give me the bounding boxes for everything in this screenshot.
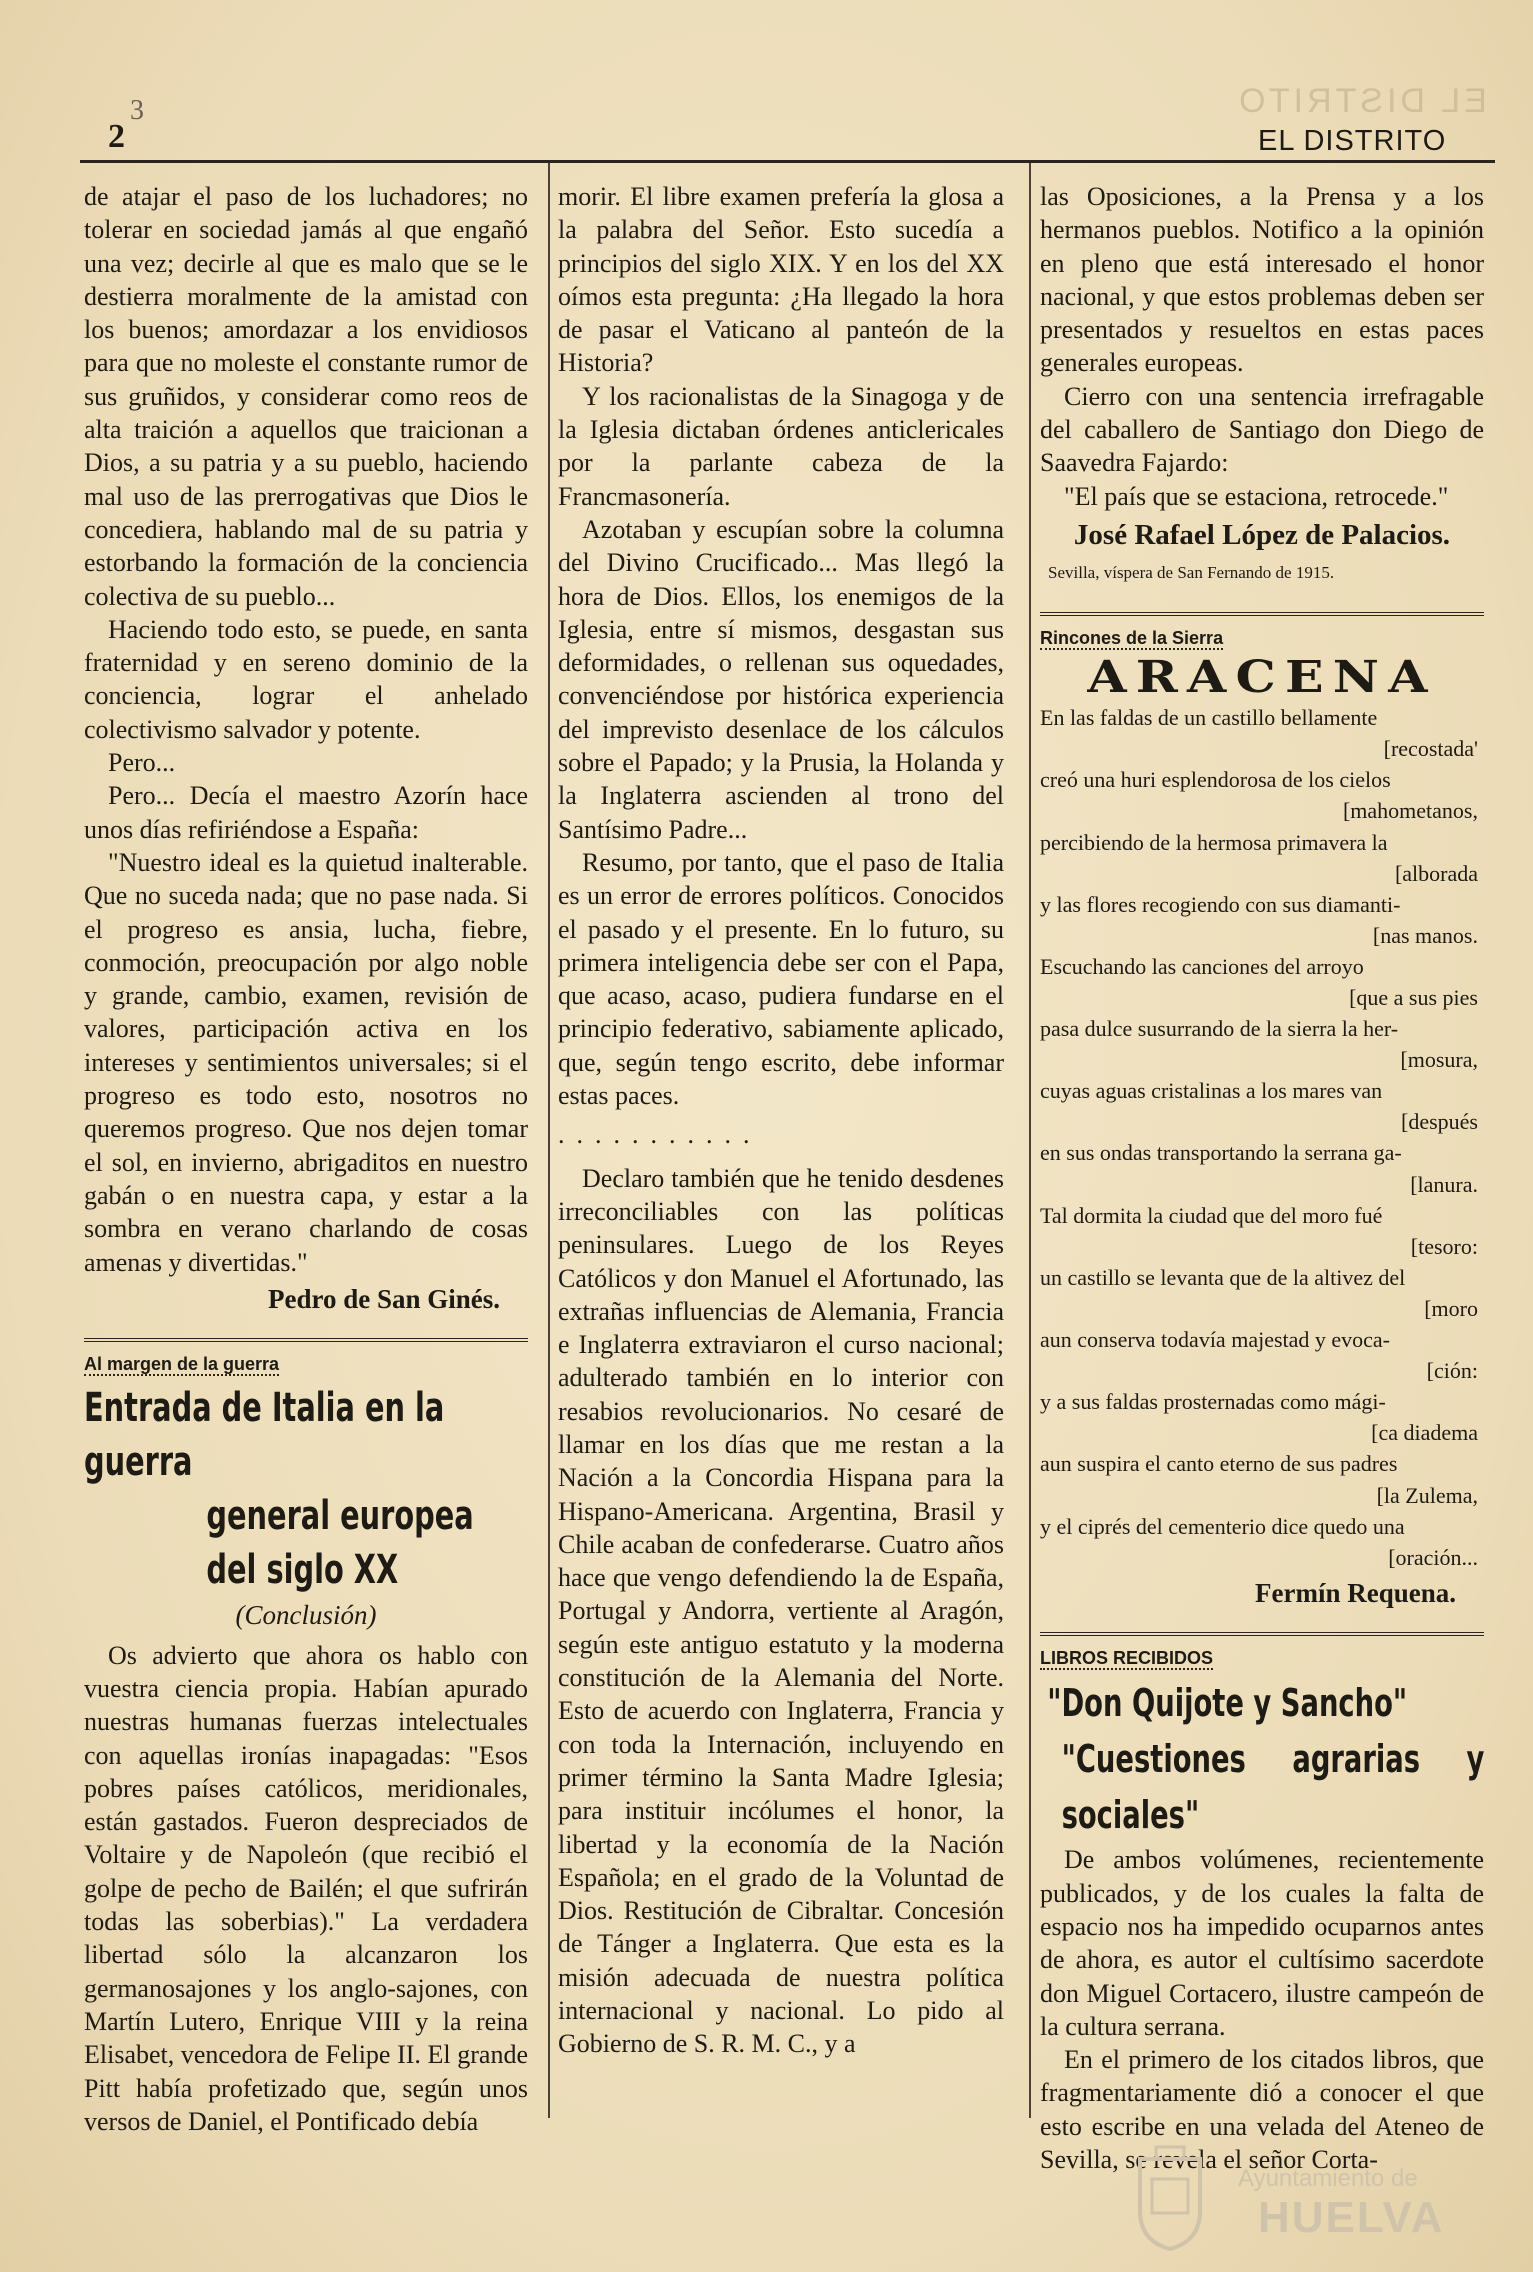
coat-of-arms-icon bbox=[1130, 2145, 1210, 2251]
paragraph: morir. El libre examen prefería la glosa a la palabra del Señor. Esto sucedía a principios del siglo XIX. Y en los del XX oímos esta pregunta: ¿Ha llegado la hora de pasar el Vaticano al panteón de la Historia? bbox=[558, 182, 1004, 378]
paragraph: En el primero de los citados libros, que fragmentariamente dió a conocer el que esto escribe en una velada del Ateneo de Sevilla, se revela el señor Corta- bbox=[1040, 2045, 1484, 2175]
section-label bbox=[84, 1338, 528, 1381]
poem-verse: y a sus faldas prosternadas como mági- bbox=[1040, 1389, 1386, 1415]
paragraph: Pero... bbox=[108, 748, 176, 778]
paragraph: De ambos volúmenes, recientemente publicados, y de los cuales la falta de espacio nos ha impedido ocuparnos antes de ahora, es autor el cultísimo sacerdote don Miguel Cortacero, ilustre campeón de la cultura serrana. bbox=[1040, 1845, 1484, 2041]
book-title-2: "Cuestiones agrarias y sociales" bbox=[1061, 1737, 1485, 1838]
paragraph: de atajar el paso de los luchadores; no tolerar en sociedad jamás al que engañó una vez; decirle al que es malo que se le destierra moralmente de la amistad con los buenos; amordazar a los envidiosos para que no moleste el constante rumor de sus gruñidos, y considerar como reos de alta traición a aquellos que traicionan a Dios, a su patria y a su pueblo, haciendo mal uso de las prerrogativas que Dios le concediera, hablando mal de su patria y estorbando la formación de la conciencia colectiva de su pueblo... bbox=[84, 182, 528, 611]
poem-verse: en sus ondas transportando la serrana ga- bbox=[1040, 1140, 1402, 1166]
poem-verse: y las flores recogiendo con sus diamanti- bbox=[1040, 891, 1401, 917]
author-signature: Pedro de San Ginés. bbox=[267, 1283, 500, 1314]
poem-verse-continuation: [nas manos. bbox=[1372, 922, 1478, 948]
poem-verse: creó una huri esplendorosa de los cielos bbox=[1040, 767, 1391, 793]
show-through-masthead: EL DISTRITO bbox=[1235, 82, 1487, 120]
poem-verse-continuation: [mosura, bbox=[1400, 1047, 1478, 1073]
section-label-text: LIBROS RECIBIDOS bbox=[1040, 1648, 1214, 1669]
paragraph: Cierro con una sentencia irrefragable del caballero de Santiago don Diego de Saavedra Fajardo: bbox=[1040, 381, 1484, 478]
poem-verse-continuation: [lanura. bbox=[1410, 1171, 1478, 1197]
poem-verse: aun suspira el canto eterno de sus padres bbox=[1040, 1451, 1398, 1477]
paragraph: las Oposiciones, a la Prensa y a los hermanos pueblos. Notifico a la opinión en pleno que está interesado el honor nacional, y que estos problemas deben ser presentados y resueltos en estas paces generales europeas. bbox=[1040, 182, 1484, 378]
dateline: Sevilla, víspera de San Fernando de 1915. bbox=[1048, 563, 1335, 583]
poem-verse: aun conserva todavía majestad y evoca- bbox=[1040, 1327, 1391, 1353]
poem-verse: Tal dormita la ciudad que del moro fué bbox=[1040, 1202, 1383, 1228]
poem-verse-continuation: [ca diadema bbox=[1371, 1420, 1478, 1446]
section-label-text: Rincones de la Sierra bbox=[1040, 627, 1224, 648]
poem-verse-continuation: [alborada bbox=[1394, 860, 1478, 886]
quote-paragraph: "Nuestro ideal es la quietud inalterable. Que no suceda nada; que no pase nada. Si el progreso es ansia, lucha, fiebre, conmoción, preocupación por algo noble y grande, cambio, examen, revisión de valores, participación activa en los intereses y sentimientos universales; si el progreso es todo esto, nosotros no queremos progreso. Que nos dejen tomar el sol, en invierno, abrigaditos en nuestro gabán o en nuestra capa, y estar a la sombra en verano charlando de cosas amenas y divertidas." bbox=[84, 847, 528, 1277]
poem-title: ARACENA bbox=[1087, 651, 1437, 703]
folio-mark: 3 bbox=[130, 95, 144, 126]
poem bbox=[1040, 702, 1484, 1573]
header-rule bbox=[80, 160, 1495, 163]
column-2 bbox=[558, 180, 1004, 2061]
quote-line: "El país que se estaciona, retrocede." bbox=[1064, 481, 1449, 511]
headline-line-2: general europea del siglo XX bbox=[206, 1493, 474, 1594]
article-headline bbox=[84, 1381, 528, 1597]
poem-verse-continuation: [oración... bbox=[1388, 1544, 1478, 1570]
poem-verse-continuation: [que a sus pies bbox=[1349, 985, 1478, 1010]
column-divider-right bbox=[1029, 163, 1031, 2118]
poem-verse: pasa dulce susurrando de la sierra la her- bbox=[1040, 1016, 1399, 1042]
poem-verse-continuation: [mahometanos, bbox=[1342, 798, 1478, 824]
books-headline bbox=[1040, 1675, 1484, 1843]
poem-verse-continuation: [después bbox=[1401, 1109, 1478, 1135]
paragraph: Pero... Decía el maestro Azorín hace unos días refiriéndose a España: bbox=[84, 781, 528, 844]
poem-verse-continuation: [moro bbox=[1424, 1295, 1478, 1321]
paragraph: Resumo, por tanto, que el paso de Italia es un error de errores políticos. Conocidos el pasado y el presente. En lo futuro, su primera inteligencia debe ser con el Papa, que acaso, acaso, pudiera fundarse en el principio federativo, sabiamente aplicado, que, según tengo escrito, debe informar estas paces. bbox=[558, 847, 1004, 1111]
section-label-text: Al margen de la guerra bbox=[84, 1354, 280, 1375]
poem-verse: percibiendo de la hermosa primavera la bbox=[1040, 829, 1388, 855]
poem-verse-continuation: [recostada' bbox=[1383, 736, 1478, 762]
poem-verse: y el ciprés del cementerio dice quedo una bbox=[1040, 1513, 1405, 1539]
poem-verse: un castillo se levanta que de la altivez del bbox=[1040, 1264, 1406, 1290]
poem-verse: cuyas aguas cristalinas a los mares van bbox=[1040, 1078, 1383, 1104]
watermark-line-1: Ayuntamiento de bbox=[1238, 2165, 1418, 2192]
article-subhead: (Conclusión) bbox=[235, 1600, 377, 1631]
headline-line-1: Entrada de Italia en la guerra bbox=[84, 1385, 445, 1486]
author-signature: José Rafael López de Palacios. bbox=[1073, 518, 1451, 551]
poem-verse: Escuchando las canciones del arroyo bbox=[1040, 953, 1364, 979]
masthead: EL DISTRITO bbox=[1258, 125, 1447, 157]
column-1 bbox=[84, 180, 528, 2138]
poem-verse-continuation: [la Zulema, bbox=[1376, 1482, 1478, 1508]
poem-verse-continuation: [ción: bbox=[1426, 1358, 1478, 1384]
paragraph: Os advierto que ahora os hablo con vuestra ciencia propia. Habían apurado nuestras humanas fuerzas intelectuales con aquellas ironías inapagadas: "Esos pobres países católicos, meridionales, están gastados. Fueron despreciados de Voltaire y de Napoleón (que recibió el golpe de pecho de Bailén; el que sufrirán todas las soberbias)." La verdadera libertad sólo la alcanzaron los germanosajones y los anglo-sajones, con Martín Lutero, Enrique VIII y la reina Elisabet, vencedora de Felipe II. El grande Pitt había profetizado que, según unos versos de Daniel, el Pontificado debía bbox=[84, 1640, 528, 2136]
section-label bbox=[1040, 612, 1484, 655]
watermark-line-2: HUELVA bbox=[1258, 2193, 1445, 2242]
dotted-separator: ........... bbox=[558, 1120, 762, 1150]
paragraph: Haciendo todo esto, se puede, en santa fraternidad y en sereno dominio de la conciencia, lograr el anhelado colectivismo salvador y potente. bbox=[84, 614, 528, 744]
poem-signature: Fermín Requena. bbox=[1255, 1577, 1456, 1608]
paragraph: Azotaban y escupían sobre la columna del Divino Crucificado... Mas llegó la hora de Dios. Ellos, los enemigos de la Iglesia, entre sí mismos, desgastan sus deformidades, o rellenan sus oquedades, convenciéndose por histórica experiencia del imprevisto desenlace de los cálculos sobre el Papado; y la Prusia, la Holanda y la Inglaterra ascienden al trono del Santísimo Padre... bbox=[558, 514, 1004, 844]
page-number: 2 bbox=[108, 118, 125, 155]
column-3 bbox=[1040, 180, 1484, 2176]
archive-watermark bbox=[1130, 2145, 1490, 2255]
column-divider-left bbox=[548, 163, 550, 2118]
poem-verse: En las faldas de un castillo bellamente bbox=[1040, 705, 1378, 731]
section-label bbox=[1040, 1632, 1484, 1675]
paragraph: Declaro también que he tenido desdenes irreconciliables con las políticas peninsulares. Luego de los Reyes Católicos y don Manuel el Afortunado, las extrañas influencias de Alemania, Francia e Inglaterra extraviaron el curso nacional; adulterado también en lo interior con resabios revolucionarios. No cesaré de llamar en los días que me restan a la Nación a la Concordia Hispana para la Hispano-Americana. Argentina, Brasil y Chile acaban de confederarse. Cuatro años hace que vengo defendiendo la de España, Portugal y Andorra, vertiente al Aragón, según este antiguo estatuto y la moderna constitución de la Alemania del Norte. Esto de acuerdo con Inglaterra, Francia y con toda la Internación, incluyendo en primer término la Santa Madre Iglesia; para instituir incólumes el honor, la libertad y la economía de la Nación Española; en el grado de la Voluntad de Dios. Restitución de Cibraltar. Concesión de Tánger a Inglaterra. Que esta es la misión adecuada de nuestra política internacional y nacional. Lo pido al Gobierno de S. R. M. C., y a bbox=[558, 1163, 1004, 2059]
paragraph: Y los racionalistas de la Sinagoga y de la Iglesia dictaban órdenes anticlericales por la parlante cabeza de la Francmasonería. bbox=[558, 381, 1004, 511]
book-title-1: "Don Quijote y Sancho" bbox=[1047, 1681, 1408, 1726]
poem-verse-continuation: [tesoro: bbox=[1410, 1233, 1478, 1259]
